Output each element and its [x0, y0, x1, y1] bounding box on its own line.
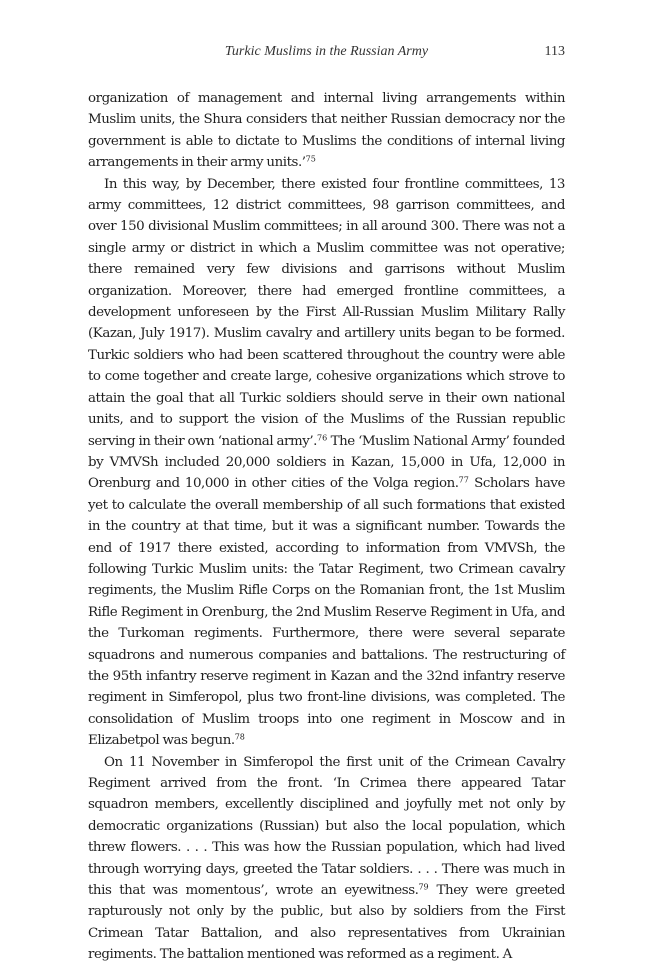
text-segment: In this way, by December, there existed four frontline committees, 13 army committees, 12 district committees, 98 garrison committees, and over 150 divisional Muslim committees; in all around 300. There was not a single army or district in which a Muslim committee was not operative; there remained very few divisions and garrisons without Muslim organization. Moreover, there had emerged frontline committees, a development unforeseen by the First All-Russian Muslim Military Rally (Kazan, July 1917). Muslim cavalry and artillery units began to be formed. Turkic soldiers who had been scattered throughout the country were able to come together and create large, cohesive organizations which strove to attain the goal that all Turkic soldiers should serve in their own national units, and to support the vision of the Muslims of the Russian republic serving in their own ‘national army’. — [88, 176, 565, 449]
page-number: 113 — [544, 44, 565, 59]
text-segment: The ‘Muslim National Army’ founded by VMVSh included 20,000 soldiers in Kazan, 15,000 in Ufa, 12,000 in Orenburg and 10,000 in other cities of the Volga region. — [88, 433, 565, 492]
footnote-ref[interactable]: 79 — [418, 882, 429, 892]
paragraph-1 — [88, 88, 565, 174]
text-segment: They were greeted rapturously not only by the public, but also by soldiers from the First Crimean Tatar Battalion, and also representatives from Ukrainian regiments. The battalion mentioned was reformed as a regiment. A — [88, 883, 565, 963]
text-segment: organization of management and internal living arrangements within Muslim units, the Shura considers that neither Russian democracy nor the government is able to dictate to Muslims the conditions of internal living arrangements in their army units.’ — [88, 91, 565, 171]
running-title: Turkic Muslims in the Russian Army — [224, 44, 429, 59]
running-head — [88, 44, 565, 64]
footnote-ref[interactable]: 76 — [316, 433, 328, 443]
text-segment: On 11 November in Simferopol the first unit of the Crimean Cavalry Regiment arrived from the front. ‘In Crimea there appeared Tatar squadron members, excellently disciplined and joyfully met not only by democratic organizations (Russian) but also the local population, which threw flowers. . . . This was how the Russian population, which had lived through worrying days, greeted the Tatar soldiers. . . . There was much in this that was momentous’, wrote an eyewitness. — [88, 754, 565, 899]
footnote-ref[interactable]: 75 — [305, 154, 316, 164]
footnote-ref[interactable]: 78 — [234, 732, 245, 742]
paragraph-2 — [88, 174, 565, 752]
text-segment: Scholars have yet to calculate the overall membership of all such formations that existed in the country at that time, but it was a significant number. Towards the end of 1917 there existed, according to information from VMVSh, the following Turkic Muslim units: the Tatar Regiment, two Crimean cavalry regiments, the Muslim Rifle Corps on the Romanian front, the 1st Muslim Rifle Regiment in Orenburg, the 2nd Muslim Reserve Regiment in Ufa, and the Turkoman regiments. Furthermore, there were several separate squadrons and numerous companies and battalions. The restructuring of the 95th infantry reserve regiment in Kazan and the 32nd infantry reserve regiment in Simferopol, plus two front-line divisions, was completed. The consolidation of Muslim troops into one regiment in Moscow and in Elizabetpol was begun. — [88, 476, 565, 749]
footnote-ref[interactable]: 77 — [458, 475, 469, 485]
body-text — [88, 88, 565, 966]
paragraph-3 — [88, 752, 565, 966]
